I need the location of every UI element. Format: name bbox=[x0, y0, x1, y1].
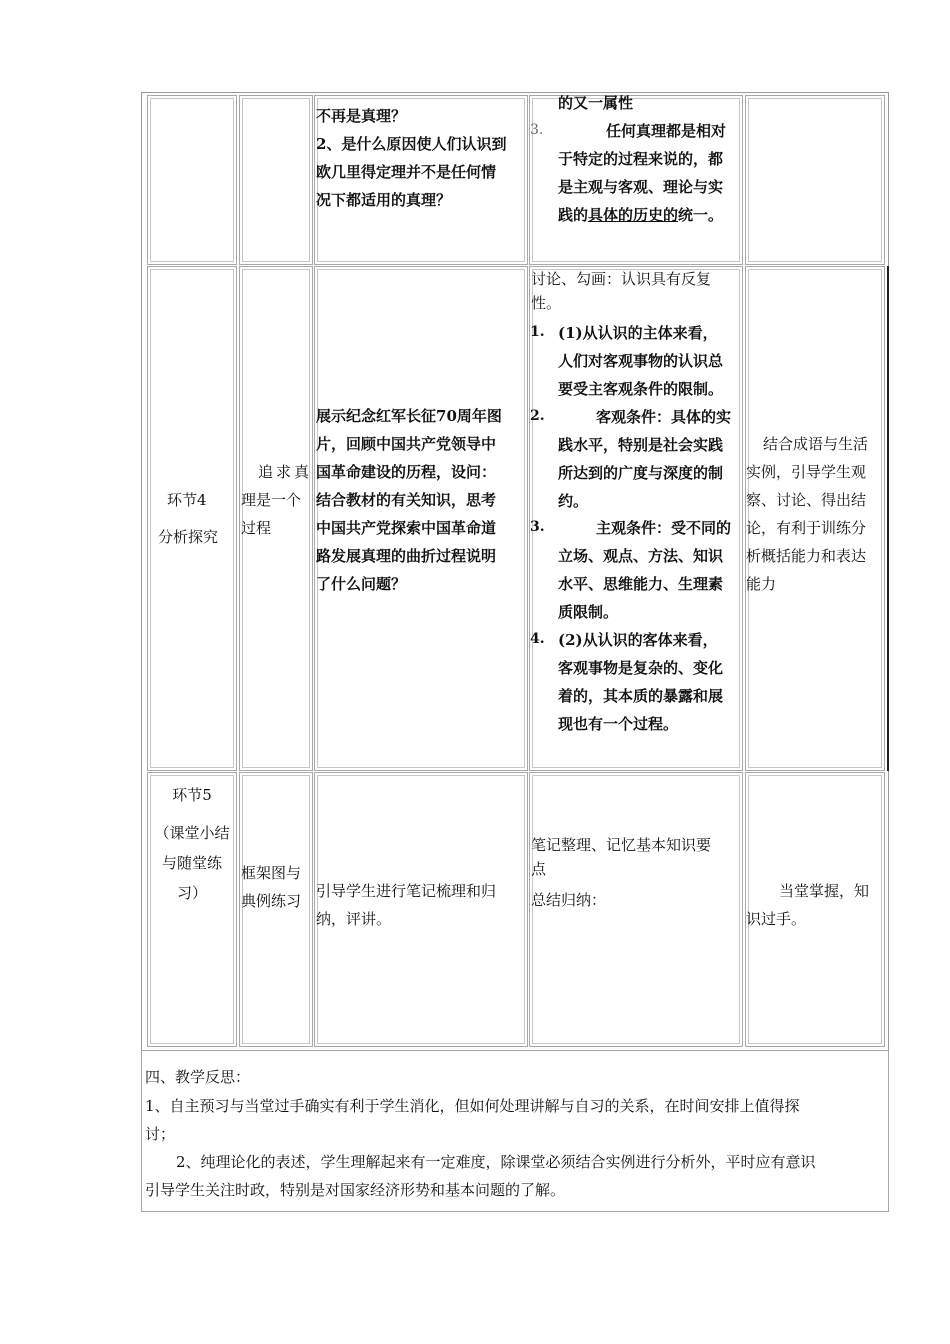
row3-col4-line: 总结归纳： bbox=[531, 891, 607, 909]
row2-col4-item-line: 约。 bbox=[558, 492, 589, 510]
row1-col4-item-first: 任何真理都是相对 bbox=[606, 122, 727, 140]
row3-col2-line: 框架图与 bbox=[241, 864, 302, 882]
reflection-p1-line2: 讨； bbox=[145, 1125, 176, 1143]
row2-col4-item-line: 人们对客观事物的认识总 bbox=[558, 352, 724, 370]
reflection-p2-line1: 2、纯理论化的表述，学生理解起来有一定难度，除课堂必须结合实例进行分析外，平时应有意识 bbox=[176, 1153, 816, 1171]
row2-col1-cell bbox=[147, 266, 237, 771]
row2-col4-item-num: 3. bbox=[530, 519, 545, 535]
row2-col5-line: 察、讨论、得出结 bbox=[746, 491, 867, 509]
row3-col4-line: 点 bbox=[531, 860, 547, 878]
row1-col5-cell bbox=[745, 95, 885, 265]
row2-col4-item-num: 2. bbox=[530, 408, 545, 424]
row2-col4-item-first: 客观条件：具体的实 bbox=[596, 408, 732, 426]
row1-col4-item-num: 3. bbox=[530, 122, 544, 138]
row1-col4-item-line: 于特定的过程来说的，都 bbox=[558, 150, 724, 168]
row3-col1-line: 环节5 bbox=[172, 786, 212, 804]
row1-col4-item-last bbox=[558, 202, 723, 229]
row2-col3-line: 片，回顾中国共产党领导中 bbox=[316, 435, 497, 453]
row2-col5-line: 论，有利于训练分 bbox=[746, 519, 867, 537]
row2-col4-intro: 讨论、勾画：认识具有反复 bbox=[531, 270, 712, 288]
reflection-heading: 四、教学反思： bbox=[145, 1068, 251, 1086]
row2-col5-line: 结合成语与生活 bbox=[763, 435, 869, 453]
row2-col4-item-first: (2)从认识的客体来看， bbox=[558, 631, 718, 649]
row2-col1-line2: 分析探究 bbox=[158, 528, 219, 546]
row2-col3-line: 结合教材的有关知识，思考 bbox=[316, 491, 497, 509]
row2-col3-line: 路发展真理的曲折过程说明 bbox=[316, 547, 497, 565]
row1-col4-last-pre: 践的 bbox=[558, 206, 589, 224]
row2-col4-item-num: 1. bbox=[530, 324, 545, 340]
row2-col5-line: 析概括能力和表达 bbox=[746, 547, 867, 565]
row1-col3-line: 况下都适用的真理？ bbox=[316, 191, 452, 209]
row3-col1-cell bbox=[147, 772, 237, 1047]
row2-col4-item-line: 现也有一个过程。 bbox=[558, 715, 679, 733]
row2-col4-item-line: 立场、观点、方法、知识 bbox=[558, 547, 724, 565]
row2-col4-item-line: 水平、思维能力、生理素 bbox=[558, 575, 724, 593]
row3-col3-line: 引导学生进行笔记梳理和归 bbox=[316, 882, 497, 900]
row1-col3-line: 不再是真理？ bbox=[316, 107, 407, 125]
row2-col5-line: 能力 bbox=[746, 575, 777, 593]
row1-col4-top: 的又一属性 bbox=[558, 94, 634, 112]
row1-col4-last-post: 统一。 bbox=[678, 206, 724, 224]
row3-col1-line: 与随堂练 bbox=[161, 854, 222, 872]
row3-col3-line: 纳，评讲。 bbox=[316, 910, 392, 928]
row2-col4-item-line: 着的，其本质的暴露和展 bbox=[558, 687, 724, 705]
row2-col3-line: 展示纪念红军长征70周年图 bbox=[316, 407, 502, 425]
row1-col4-last-underlined: 具体的历史的 bbox=[588, 206, 679, 224]
row1-col3-line: 2、是什么原因使人们认识到 bbox=[316, 135, 507, 153]
row2-col3-line: 了什么问题？ bbox=[316, 575, 407, 593]
reflection-p1-line1: 1、自主预习与当堂过手确实有利于学生消化，但如何处理讲解与自习的关系，在时间安排上值得探 bbox=[145, 1097, 800, 1115]
row2-col2-line3: 过程 bbox=[241, 519, 272, 537]
row2-col3-line: 国革命建设的历程，设问： bbox=[316, 463, 497, 481]
row2-col1-line1: 环节4 bbox=[167, 491, 207, 509]
row3-col2-line: 典例练习 bbox=[241, 892, 302, 910]
row2-col4-intro: 性。 bbox=[531, 294, 562, 312]
row2-col4-item-line: 所达到的广度与深度的制 bbox=[558, 464, 724, 482]
row2-col2-line2: 理是一个 bbox=[241, 491, 302, 509]
row2-col4-item-line: 要受主客观条件的限制。 bbox=[558, 380, 724, 398]
row2-col4-item-first: (1)从认识的主体来看， bbox=[558, 324, 718, 342]
row2-col4-item-line: 质限制。 bbox=[558, 603, 619, 621]
row3-col4-line: 笔记整理、记忆基本知识要 bbox=[531, 836, 712, 854]
row1-col1-cell bbox=[147, 95, 237, 265]
row1-col4-item-line: 是主观与客观、理论与实 bbox=[558, 178, 724, 196]
row2-col4-item-first: 主观条件：受不同的 bbox=[596, 519, 732, 537]
row2-right-border bbox=[887, 266, 889, 771]
row2-col2-line1: 追求真 bbox=[258, 463, 313, 481]
row1-col2-cell bbox=[239, 95, 313, 265]
row1-col3-line: 欧几里得定理并不是任何情 bbox=[316, 163, 497, 181]
row3-col5-line: 识过手。 bbox=[746, 910, 807, 928]
row2-col5-line: 实例，引导学生观 bbox=[746, 463, 867, 481]
row3-col1-line: 习） bbox=[176, 884, 207, 902]
row3-col5-line: 当堂掌握，知 bbox=[779, 882, 870, 900]
row2-col4-item-line: 践水平，特别是社会实践 bbox=[558, 436, 724, 454]
row2-col4-item-num: 4. bbox=[530, 631, 545, 647]
row2-col3-line: 中国共产党探索中国革命道 bbox=[316, 519, 497, 537]
row3-col1-line: （课堂小结 bbox=[154, 824, 230, 842]
reflection-p2-line2: 引导学生关注时政，特别是对国家经济形势和基本问题的了解。 bbox=[145, 1181, 566, 1199]
row2-col4-item-line: 客观事物是复杂的、变化 bbox=[558, 659, 724, 677]
